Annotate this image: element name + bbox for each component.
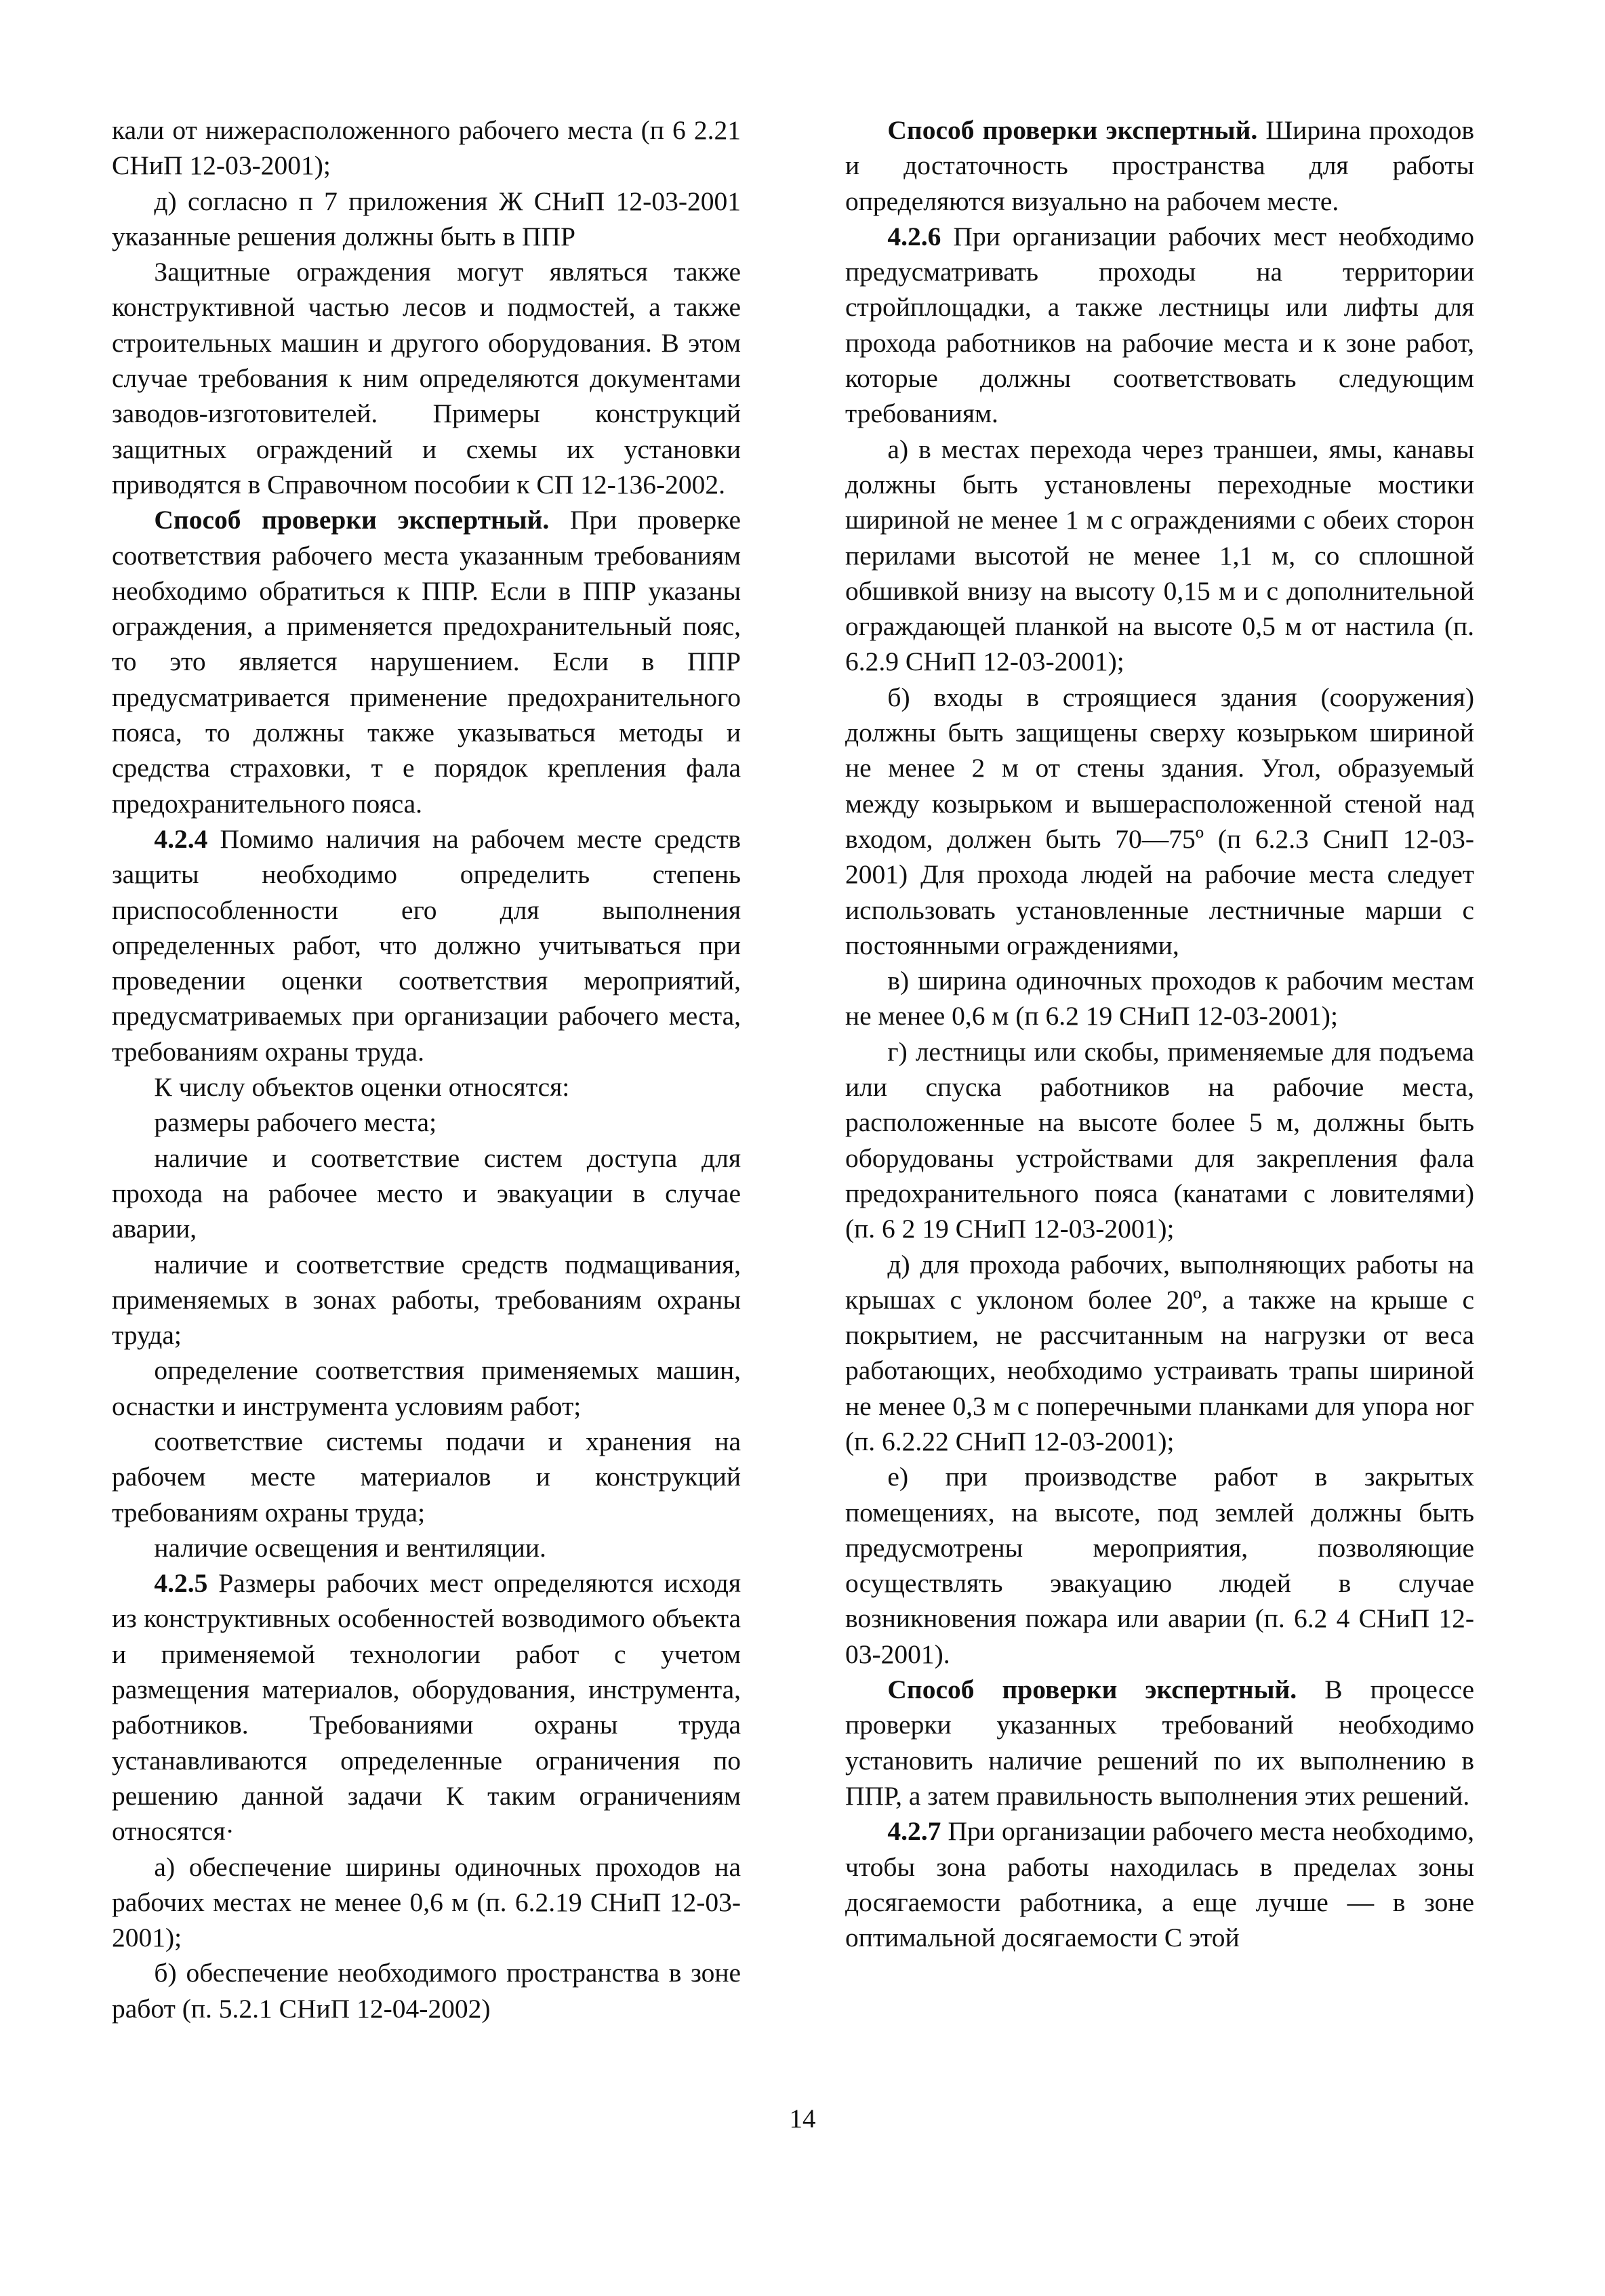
- paragraph-text: При проверке соответствия рабочего места указанным требованиям необходимо обратиться к ППР. Если в ППР указаны ограждения, а применяется предохранительный пояс, то это является нарушением. Если в ППР предусматривается применение предохранительного пояса, то должны также указываться методы и средства страховки, т е порядок крепления фала предохранительного пояса.: [112, 505, 741, 819]
- paragraph: [112, 1565, 741, 1849]
- list-item: б) обеспечение необходимого пространства в зоне работ (п. 5.2.1 СНиП 12-04-2002): [112, 1958, 741, 2024]
- list-item: е) при производстве работ в закрытых помещениях, на высоте, под землей должны быть предусмотрены мероприятия, позволяющие осуществлять эвакуацию людей в случае возникновения пожара или аварии (п. 6.2 4 СНиП 12-03-2001).: [845, 1462, 1474, 1669]
- list-item: б) входы в строящиеся здания (сооружения) должны быть защищены сверху козырьком шириной не менее 2 м от стены здания. Угол, образуемый между козырьком и вышерасположенной стеной над входом, должен быть 70—75º (п 6.2.3 СниП 12-03-2001) Для прохода людей на рабочие места следует использовать установленные лестничные марши с постоянными ограждениями,: [845, 682, 1474, 960]
- section-number: 4.2.4: [154, 823, 208, 854]
- paragraph-text: Размеры рабочих мест определяются исходя из конструктивных особенностей возводимого объекта и применяемой технологии работ с учетом размещения материалов, оборудования, инструмента, работников. Требованиями охраны труда устанавливаются определенные ограничения по решению данной задачи К таким ограничениям относятся·: [112, 1568, 741, 1847]
- paragraph-lead: Способ проверки экспертный.: [887, 1675, 1297, 1705]
- list-item: а) в местах перехода через траншеи, ямы, канавы должны быть установлены переходные мостики шириной не менее 1 м с ограждениями с обеих сторон перилами высотой не менее 1,1 м, со сплошной обшивкой внизу на высоту 0,15 м и с дополнительной ограждающей планкой на высоте 0,5 м от настила (п. 6.2.9 СНиП 12-03-2001);: [845, 434, 1474, 677]
- section-number: 4.2.7: [887, 1816, 941, 1847]
- list-item: д) для прохода рабочих, выполняющих работы на крышах с уклоном более 20º, а также на крыше с покрытием, не рассчитанным на нагрузки от веса работающих, необходимо устраивать трапы шириной не менее 0,3 м с поперечными планками для упора ног (п. 6.2.22 СНиП 12-03-2001);: [845, 1249, 1474, 1456]
- list-item: наличие и соответствие систем доступа для прохода на рабочее место и эвакуации в случае аварии,: [112, 1143, 741, 1244]
- section-number: 4.2.5: [154, 1568, 208, 1599]
- list-item: наличие освещения и вентиляции.: [154, 1532, 546, 1563]
- paragraph-lead: Способ проверки экспертный.: [887, 115, 1258, 145]
- section-number: 4.2.6: [887, 221, 941, 251]
- list-item: наличие и соответствие средств подмащивания, применяемых в зонах работы, требованиям охраны труда;: [112, 1249, 741, 1351]
- paragraph: [845, 1672, 1474, 1813]
- paragraph: кали от нижерасположенного рабочего места (п 6 2.21 СНиП 12-03-2001);: [112, 115, 741, 181]
- list-item: а) обеспечение ширины одиночных проходов на рабочих местах не менее 0,6 м (п. 6.2.19 СНиП 12-03-2001);: [112, 1851, 741, 1953]
- left-column: [112, 112, 741, 2026]
- paragraph-text: При организации рабочих мест необходимо предусматривать проходы на территории стройплощадки, а также лестницы или лифты для прохода работников на рабочие места и к зоне работ, которые должны соответствовать следующим требованиям.: [845, 221, 1474, 429]
- paragraph: [845, 112, 1474, 219]
- paragraph: К числу объектов оценки относятся:: [154, 1072, 570, 1103]
- paragraph: [845, 219, 1474, 432]
- paragraph: д) согласно п 7 приложения Ж СНиП 12-03-2001 указанные решения должны быть в ППР: [112, 186, 741, 251]
- paragraph: [112, 821, 741, 1069]
- list-item: соответствие системы подачи и хранения на рабочем месте материалов и конструкций требованиям охраны труда;: [112, 1426, 741, 1528]
- page-number: 14: [789, 2104, 816, 2133]
- list-item: г) лестницы или скобы, применяемые для подъема или спуска работников на рабочие места, расположенные на высоте более 5 м, должны быть оборудованы устройствами для закрепления фала предохранительного пояса (канатами с ловителями) (п. 6 2 19 СНиП 12-03-2001);: [845, 1036, 1474, 1244]
- paragraph: [845, 1813, 1474, 1955]
- paragraph: Защитные ограждения могут являться также конструктивной частью лесов и подмостей, а также строительных машин и другого оборудования. В этом случае требования к ним определяются документами заводов-изготовителей. Примеры конструкций защитных ограждений и схемы их установки приводятся в Справочном пособии к СП 12-136-2002.: [112, 257, 741, 499]
- paragraph: [112, 502, 741, 821]
- paragraph-text: В процессе проверки указанных требований необходимо установить наличие решений по их выполнению в ППР, а затем правильность выполнения этих решений.: [845, 1675, 1474, 1811]
- paragraph-text: Ширина проходов и достаточность пространства для работы определяются визуально на рабочем месте.: [845, 115, 1474, 216]
- paragraph-text: Помимо наличия на рабочем месте средств защиты необходимо определить степень приспособленности его для выполнения определенных работ, что должно учитываться при проведении оценки соответствия мероприятий, предусматриваемых при организации рабочего места, требованиям охраны труда.: [112, 823, 741, 1067]
- list-item: в) ширина одиночных проходов к рабочим местам не менее 0,6 м (п 6.2 19 СНиП 12-03-2001);: [845, 966, 1474, 1031]
- list-item: размеры рабочего места;: [154, 1107, 437, 1138]
- list-item: определение соответствия применяемых машин, оснастки и инструмента условиям работ;: [112, 1355, 741, 1421]
- paragraph-lead: Способ проверки экспертный.: [154, 505, 550, 535]
- right-column: [845, 112, 1474, 1955]
- paragraph-text: При организации рабочего места необходимо, чтобы зона работы находилась в пределах зоны досягаемости работника, а еще лучше — в зоне оптимальной досягаемости С этой: [845, 1816, 1474, 1953]
